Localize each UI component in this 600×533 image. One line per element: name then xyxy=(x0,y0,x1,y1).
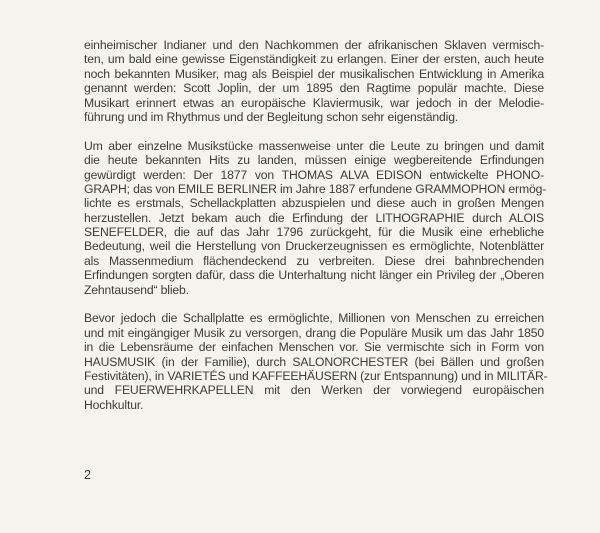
text-line: führung und im Rhythmus und der Begleitung schon sehr eigenständig. xyxy=(84,109,459,124)
page-number: 2 xyxy=(84,468,91,482)
text-line: Um aber einzelne Musikstücke massenweise unter die Leute zu bringen und damit xyxy=(84,138,544,153)
text-line: herzustellen. Jetzt bekam auch die Erfindung der LITHOGRAPHIE durch ALOIS xyxy=(84,210,544,225)
body-text xyxy=(84,38,548,427)
text-line: als Massenmedium flächendeckend zu verbreiten. Diese drei bahnbrechenden xyxy=(84,253,544,268)
paragraph xyxy=(84,138,547,297)
text-line: einheimischer Indianer und den Nachkommen der afrikanischen Sklaven vermisch- xyxy=(84,38,544,52)
text-line: HAUSMUSIK (in der Familie), durch SALONORCHESTER (bei Bällen und großen xyxy=(84,354,544,369)
text-line: in die Lebensräume der einfachen Menschen vor. Sie vermischte sich in Form von xyxy=(84,340,544,355)
text-line: gewürdigt werden: Der 1877 von THOMAS ALVA EDISON entwickelte PHONO- xyxy=(84,167,544,182)
text-line: SENEFELDER, die auf das Jahr 1796 zurückgeht, für die Musik eine erhebliche xyxy=(84,225,544,240)
text-line: Hochkultur. xyxy=(84,397,144,412)
text-line: Bevor jedoch die Schallplatte es ermöglichte, Millionen von Menschen zu erreichen xyxy=(84,311,544,326)
text-line: GRAPH; das von EMILE BERLINER im Jahre 1887 erfundene GRAMMOPHON ermög- xyxy=(84,181,547,196)
paragraph xyxy=(84,38,544,124)
text-line: die heute bekannten Hits zu landen, müssen einige wegbereitende Erfindungen xyxy=(84,153,544,168)
text-line: Festivitäten), in VARIETÉS und KAFFEEHÄUSERN (zur Entspannung) und in MILITÄR- xyxy=(84,368,548,383)
text-line: genannt werden: Scott Joplin, der um 1895 den Ragtime populär machte. Diese xyxy=(84,81,544,96)
text-line: ten, um bald eine gewisse Eigenständigkeit zu erlangen. Einer der ersten, auch heute xyxy=(84,52,544,67)
text-line: noch bekannten Musiker, mag als Beispiel der musikalischen Entwicklung in Amerika xyxy=(84,66,544,81)
text-line: lichte es erstmals, Schellackplatten abzuspielen und diese auch in großen Mengen xyxy=(84,196,544,211)
text-line: Bedeutung, weil die Herstellung von Druckerzeugnissen es ermöglichte, Notenblätter xyxy=(84,239,544,254)
paragraph xyxy=(84,311,548,412)
text-line: Zehntausend“ blieb. xyxy=(84,282,189,297)
text-line: Erfindungen sorgten dafür, dass die Unterhaltung nicht länger ein Privileg der „Oberen xyxy=(84,268,544,283)
text-line: und mit eingängiger Musik zu versorgen, drang die Populäre Musik um das Jahr 1850 xyxy=(84,325,544,340)
text-line: und FEUERWEHRKAPELLEN mit den Werken der vorwiegend europäischen xyxy=(84,383,544,398)
text-line: Musikart erinnert etwas an europäische Klaviermusik, war jedoch in der Melodie- xyxy=(84,95,544,110)
